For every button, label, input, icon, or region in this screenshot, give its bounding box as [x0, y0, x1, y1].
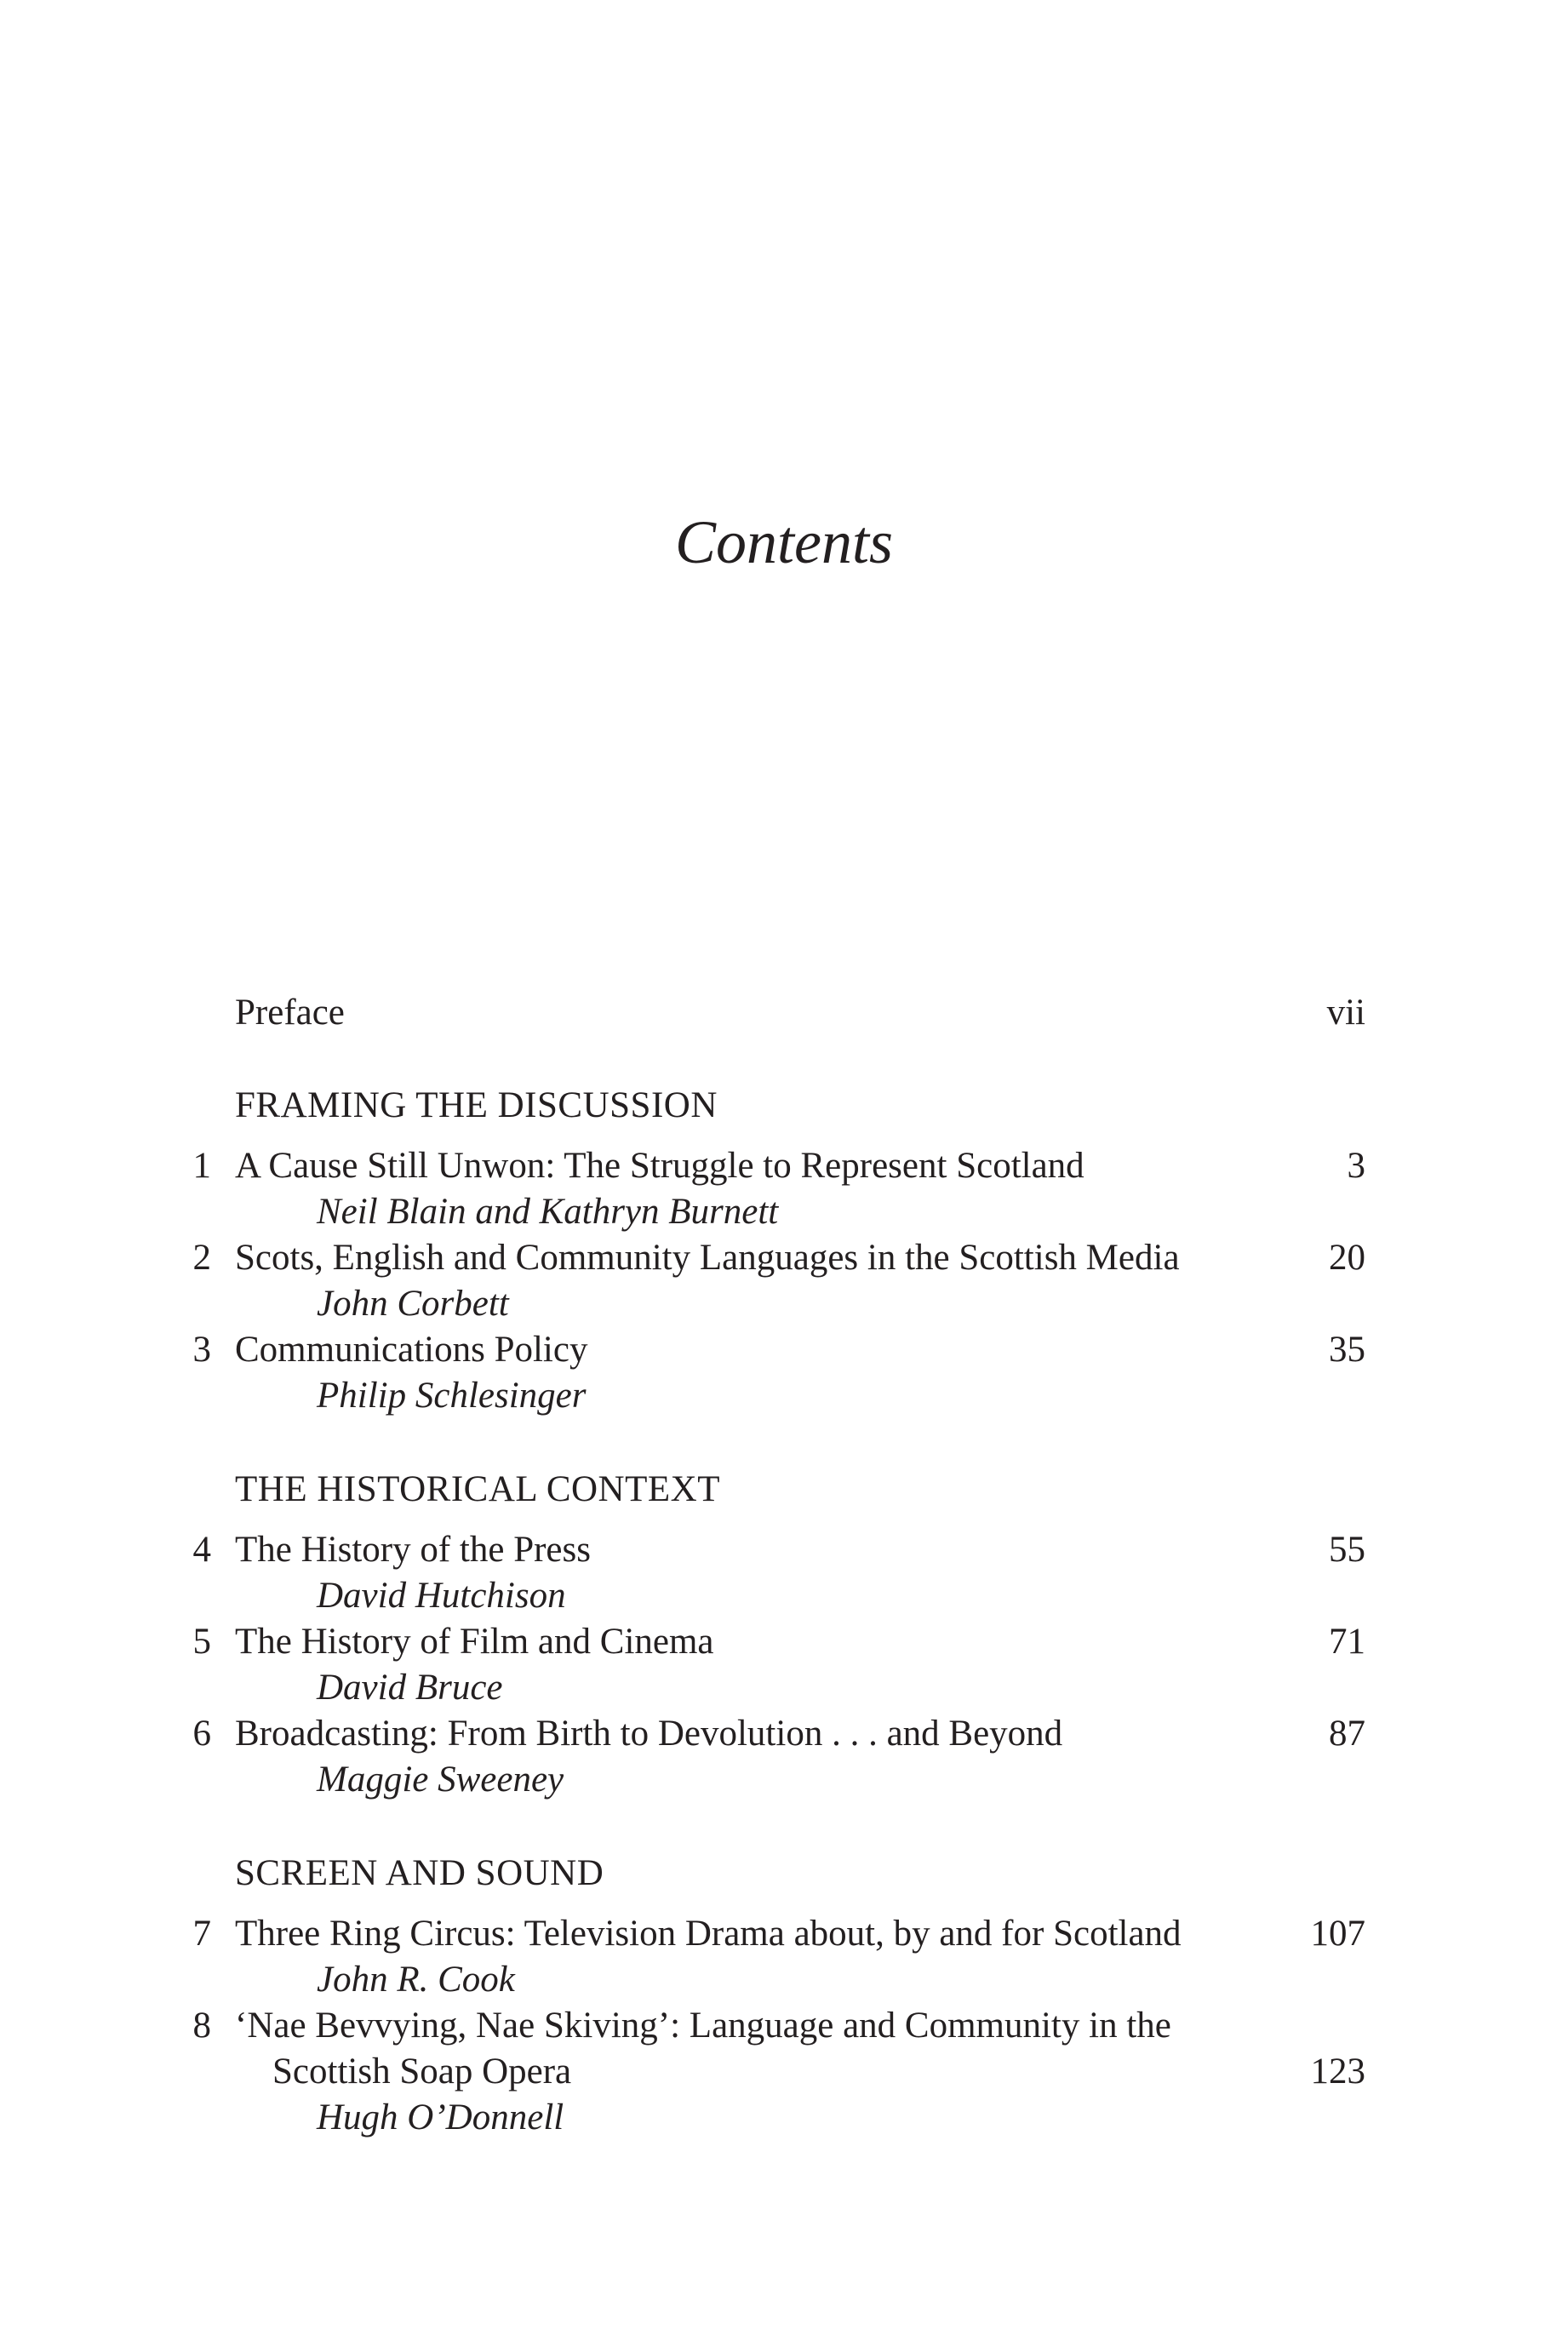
entry-author: Maggie Sweeney [317, 1760, 564, 1800]
section-heading-text: FRAMING THE DISCUSSION [235, 1085, 718, 1125]
section-heading-text: THE HISTORICAL CONTEXT [235, 1469, 720, 1509]
entry-title: Communications Policy [235, 1330, 588, 1370]
entry-title: Preface [235, 993, 345, 1033]
entry-author: Neil Blain and Kathryn Burnett [317, 1192, 779, 1232]
section-heading [0, 1848, 1568, 1899]
toc-entry[interactable] [0, 1525, 1568, 1576]
entry-number: 6 [192, 1714, 211, 1754]
entry-page: 87 [1329, 1714, 1365, 1754]
entry-title: ‘Nae Bevvying, Nae Skiving’: Language and Community in the [235, 2006, 1171, 2046]
entry-title-continuation: Scottish Soap Opera [272, 2052, 572, 2092]
toc-entry[interactable] [0, 1233, 1568, 1284]
entry-title: Three Ring Circus: Television Drama about, by and for Scotland [235, 1914, 1182, 1954]
section-heading [0, 1464, 1568, 1515]
toc-entry[interactable] [0, 1908, 1568, 1960]
entry-title: The History of Film and Cinema [235, 1622, 714, 1662]
entry-title: Scots, English and Community Languages in the Scottish Media [235, 1238, 1180, 1278]
entry-number: 1 [192, 1146, 211, 1186]
entry-author: Hugh O’Donnell [317, 2097, 564, 2137]
toc-entry[interactable] [0, 2000, 1568, 2052]
entry-number: 2 [192, 1238, 211, 1278]
entry-author-row [0, 1571, 1568, 1622]
toc-entry[interactable] [0, 1141, 1568, 1192]
entry-author-row [0, 1662, 1568, 1714]
entry-author-row [0, 1187, 1568, 1238]
entry-number: 4 [192, 1530, 211, 1570]
toc-entry-continuation[interactable] [0, 2046, 1568, 2097]
toc-entry[interactable] [0, 1708, 1568, 1760]
entry-author-row [0, 2092, 1568, 2143]
entry-author-row [0, 1279, 1568, 1330]
entry-author: Philip Schlesinger [317, 1376, 587, 1416]
entry-title: The History of the Press [235, 1530, 591, 1570]
entry-page: vii [1326, 993, 1365, 1033]
section-heading [0, 1080, 1568, 1131]
entry-page: 20 [1329, 1238, 1365, 1278]
entry-page: 55 [1329, 1530, 1365, 1570]
entry-author-row [0, 1754, 1568, 1805]
entry-number: 8 [192, 2006, 211, 2046]
entry-author: David Bruce [317, 1668, 503, 1708]
toc-entry-preface[interactable] [0, 987, 1568, 1039]
entry-author: David Hutchison [317, 1576, 566, 1616]
toc-entry[interactable] [0, 1617, 1568, 1668]
entry-number: 7 [192, 1914, 211, 1954]
entry-number: 5 [192, 1622, 211, 1662]
entry-page: 35 [1329, 1330, 1365, 1370]
entry-page: 123 [1310, 2052, 1365, 2092]
entry-author-row [0, 1371, 1568, 1422]
entry-title: Broadcasting: From Birth to Devolution . . . and Beyond [235, 1714, 1063, 1754]
toc-entry[interactable] [0, 1325, 1568, 1376]
entry-author: John Corbett [317, 1284, 509, 1324]
entry-page: 71 [1329, 1622, 1365, 1662]
page-title: Contents [674, 508, 893, 576]
entry-number: 3 [192, 1330, 211, 1370]
entry-title: A Cause Still Unwon: The Struggle to Represent Scotland [235, 1146, 1084, 1186]
entry-page: 107 [1310, 1914, 1365, 1954]
entry-page: 3 [1347, 1146, 1365, 1186]
entry-author: John R. Cook [317, 1960, 515, 2000]
entry-author-row [0, 1954, 1568, 2006]
section-heading-text: SCREEN AND SOUND [235, 1853, 604, 1893]
